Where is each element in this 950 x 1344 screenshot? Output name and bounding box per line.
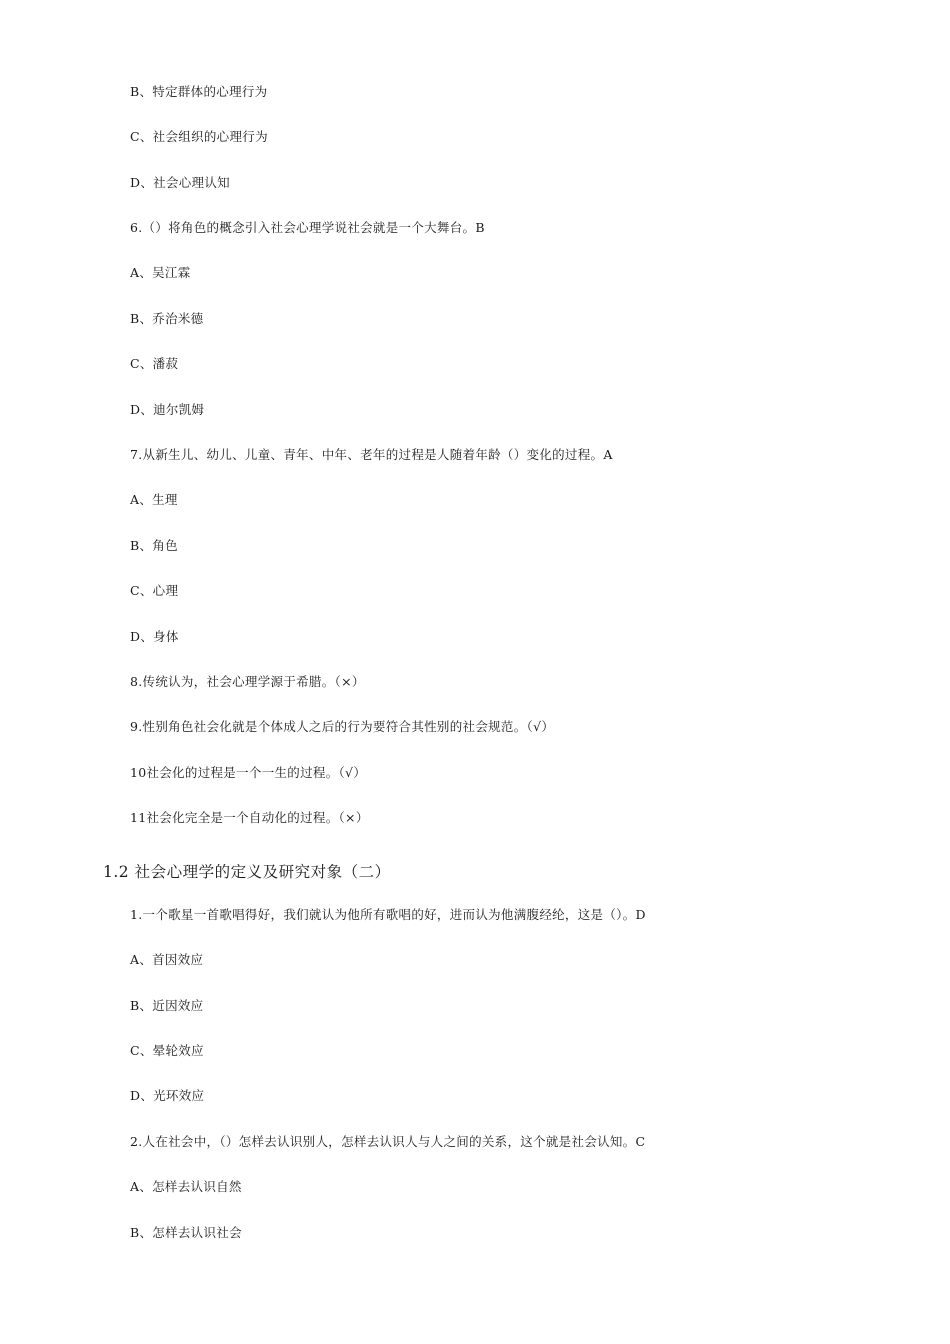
question-line: 8.传统认为，社会心理学源于希腊。（×） [130, 674, 365, 689]
section-heading: 1.2 社会心理学的定义及研究对象（二） [103, 863, 391, 881]
question-line: 2.人在社会中，（）怎样去认识别人，怎样去认识人与人之间的关系，这个就是社会认知。C [130, 1134, 646, 1149]
option-line: D、光环效应 [130, 1088, 205, 1103]
option-line: D、身体 [130, 629, 179, 644]
option-line: C、潘菽 [130, 356, 179, 371]
option-line: C、晕轮效应 [130, 1043, 204, 1058]
option-line: C、社会组织的心理行为 [130, 129, 268, 144]
option-line: A、首因效应 [130, 952, 204, 967]
question-line: 6.（）将角色的概念引入社会心理学说社会就是一个大舞台。B [130, 220, 485, 235]
option-line: B、近因效应 [130, 998, 204, 1013]
question-line: 1.一个歌星一首歌唱得好，我们就认为他所有歌唱的好，进而认为他满腹经纶，这是（）。D [130, 907, 646, 922]
option-line: C、心理 [130, 583, 179, 598]
option-line: B、角色 [130, 538, 178, 553]
option-line: A、生理 [130, 492, 178, 507]
option-line: B、怎样去认识社会 [130, 1225, 242, 1240]
option-line: B、乔治米德 [130, 311, 204, 326]
question-line: 10社会化的过程是一个一生的过程。（√） [130, 765, 367, 780]
question-line: 7.从新生儿、幼儿、儿童、青年、中年、老年的过程是人随着年龄（）变化的过程。A [130, 447, 613, 462]
option-line: B、特定群体的心理行为 [130, 84, 268, 99]
question-line: 11社会化完全是一个自动化的过程。（×） [130, 810, 369, 825]
option-line: D、社会心理认知 [130, 175, 230, 190]
option-line: D、迪尔凯姆 [130, 402, 205, 417]
option-line: A、吴江霖 [130, 265, 191, 280]
question-line: 9.性别角色社会化就是个体成人之后的行为要符合其性别的社会规范。（√） [130, 719, 555, 734]
option-line: A、怎样去认识自然 [130, 1179, 242, 1194]
